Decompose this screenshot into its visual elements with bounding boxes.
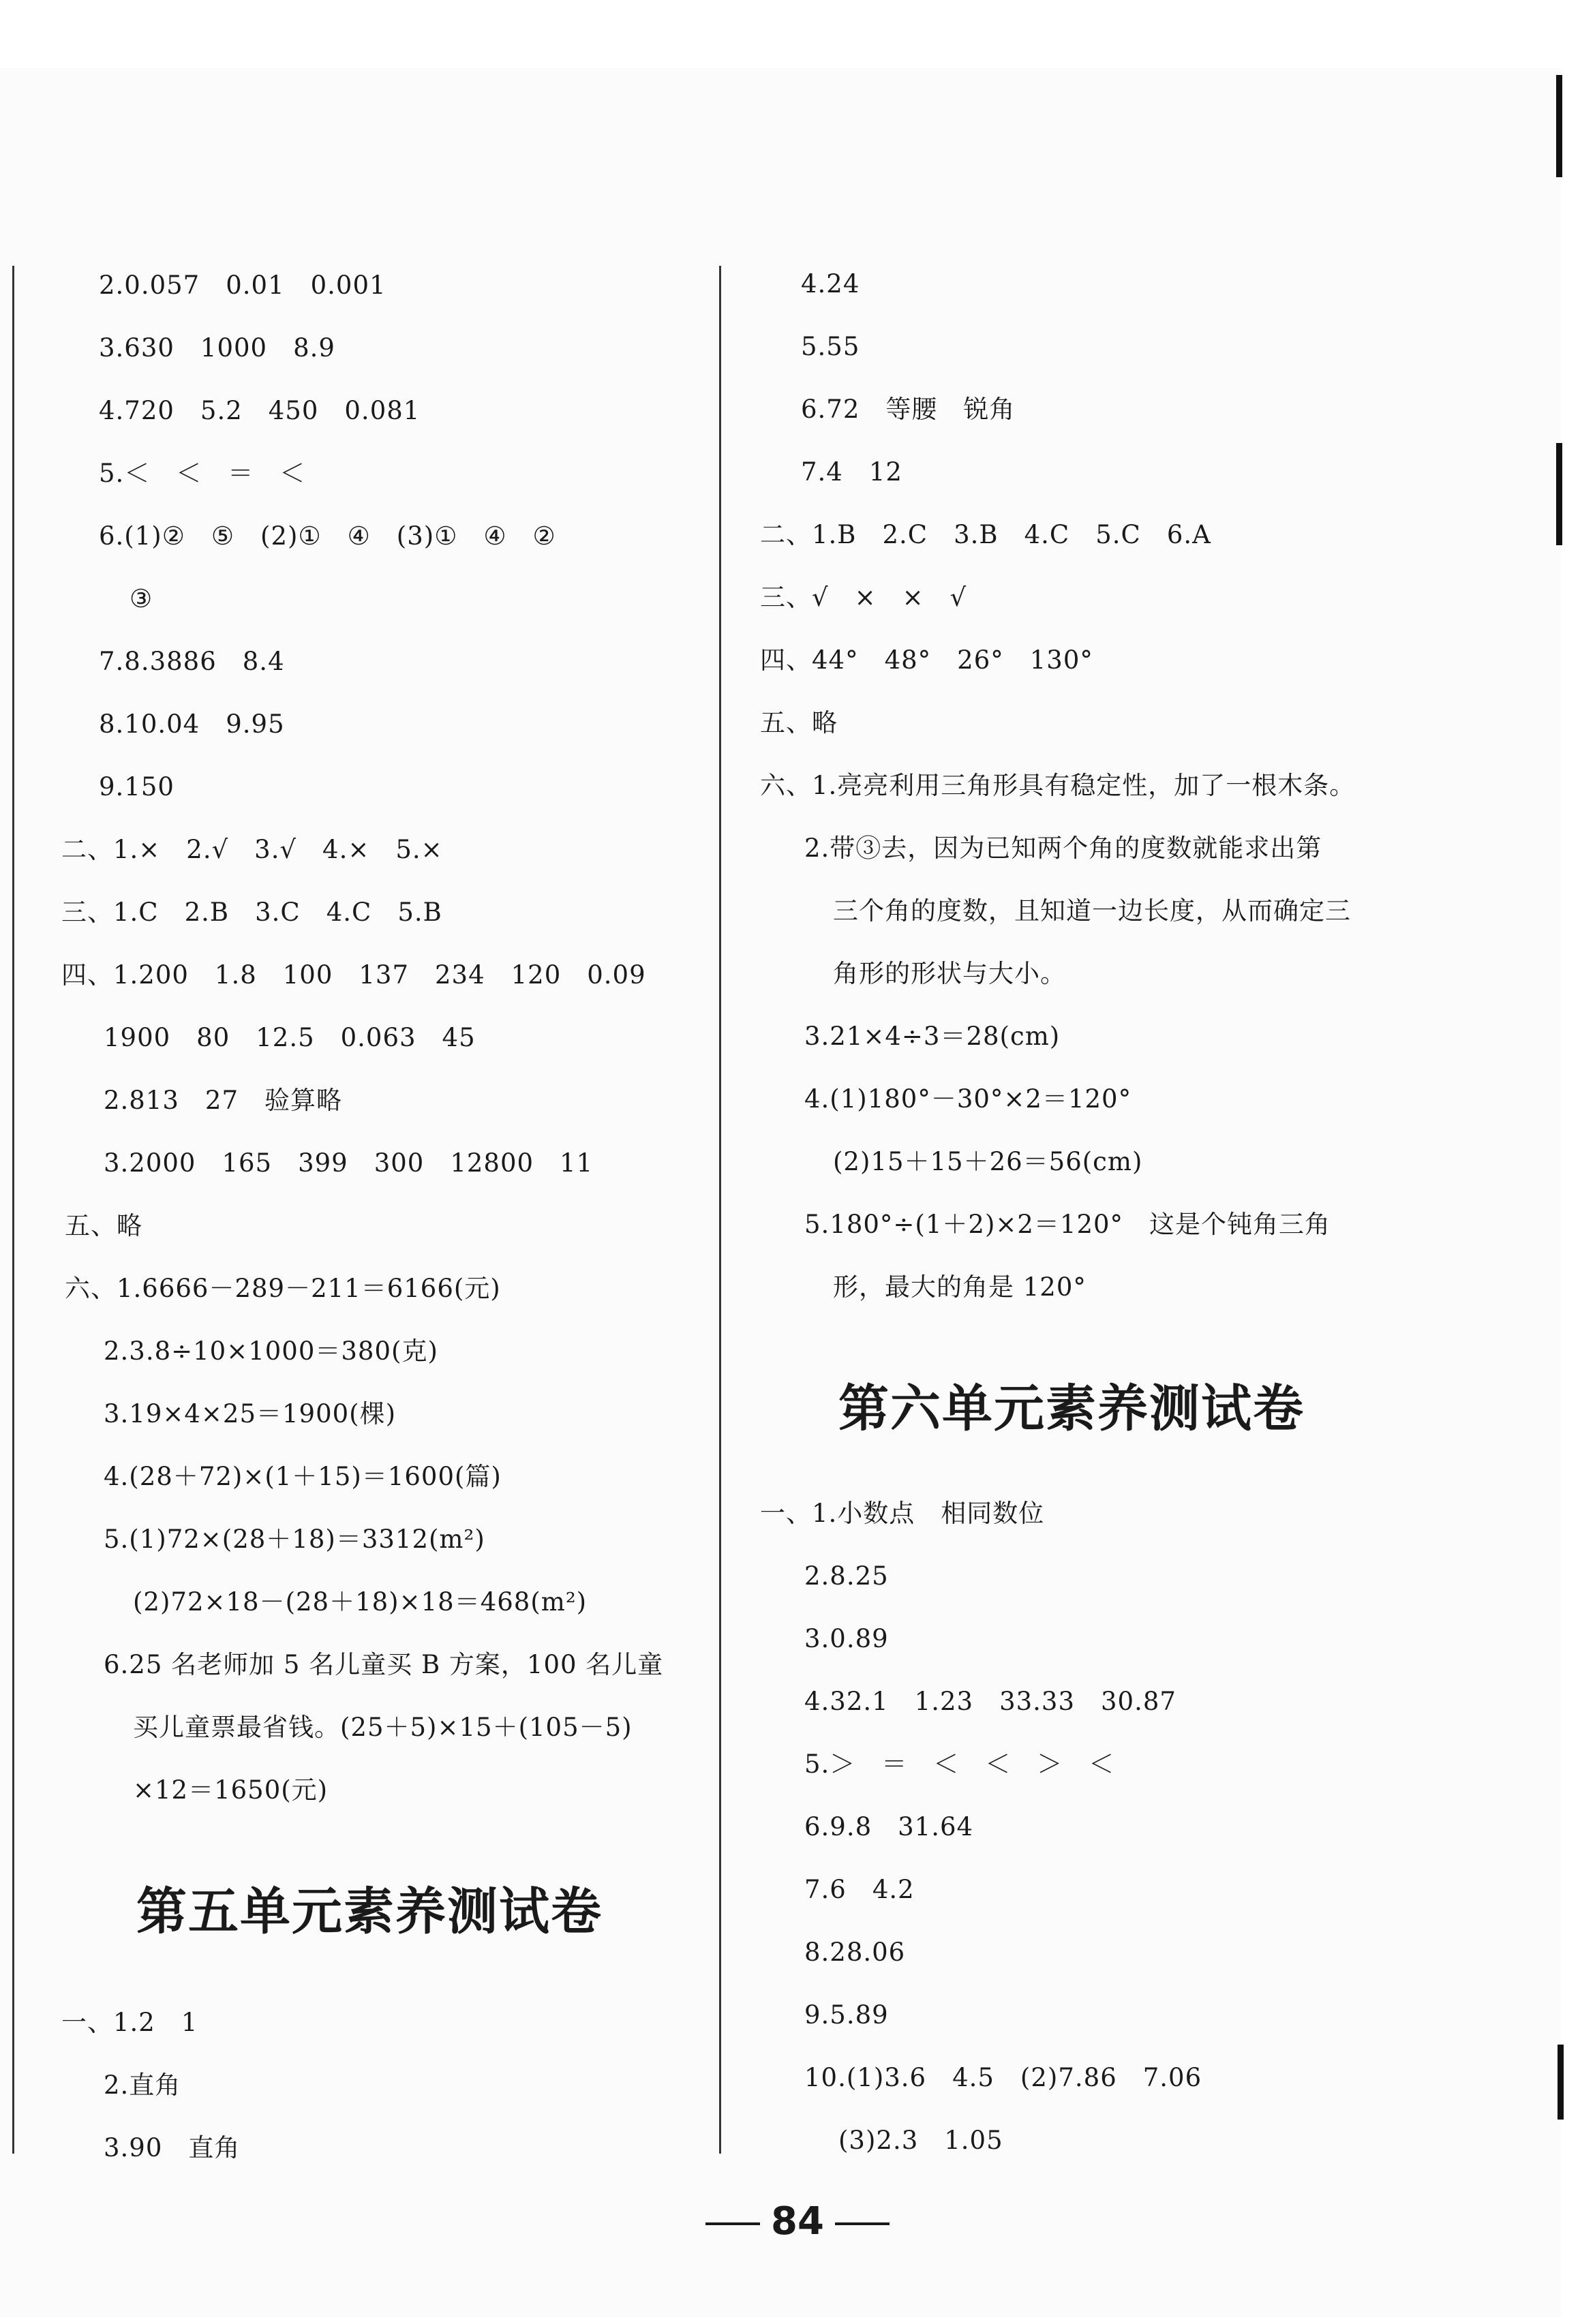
section-line: 五、略 <box>760 708 838 737</box>
answer-line: 2.3.8÷10×1000＝380(克) <box>104 1336 438 1366</box>
answer-line: 5.＞ ＝ ＜ ＜ ＞ ＜ <box>804 1749 1115 1779</box>
answer-line: ③ <box>130 584 153 613</box>
column-divider <box>719 266 721 2154</box>
answer-line: 6.9.8 31.64 <box>804 1812 974 1841</box>
answer-line: 1900 80 12.5 0.063 45 <box>104 1023 476 1052</box>
answer-line: 3.0.89 <box>804 1624 889 1653</box>
answer-line: 3.90 直角 <box>104 2133 241 2162</box>
answer-line: 7.6 4.2 <box>804 1875 915 1904</box>
answer-line: 6.25 名老师加 5 名儿童买 B 方案，100 名儿童 <box>104 1650 664 1679</box>
answer-line: (2)15＋15＋26＝56(cm) <box>833 1147 1143 1176</box>
answer-line: 4.720 5.2 450 0.081 <box>99 396 421 425</box>
unit-six-heading: 第六单元素养测试卷 <box>838 1379 1305 1438</box>
answer-line: 2.带③去，因为已知两个角的度数就能求出第 <box>804 834 1322 863</box>
page-number-value: 84 <box>771 2199 824 2244</box>
scan-edge-mark <box>1556 75 1562 177</box>
left-margin-rule <box>12 266 14 2154</box>
answer-line: 角形的形状与大小。 <box>833 959 1066 988</box>
answer-line: 5.＜ ＜ ＝ ＜ <box>99 459 306 488</box>
answer-line: 4.32.1 1.23 33.33 30.87 <box>804 1687 1176 1716</box>
answer-line: 5.(1)72×(28＋18)＝3312(m²) <box>104 1525 485 1554</box>
answer-line: 10.(1)3.6 4.5 (2)7.86 7.06 <box>804 2063 1202 2092</box>
answer-line: 2.直角 <box>104 2070 181 2100</box>
answer-line: 买儿童票最省钱。(25＋5)×15＋(105－5) <box>133 1713 633 1742</box>
answer-line: 5.180°÷(1＋2)×2＝120° 这是个钝角三角 <box>804 1210 1331 1239</box>
page-number-dash <box>705 2222 760 2225</box>
answer-line: 2.8.25 <box>804 1561 889 1591</box>
answer-line: 形，最大的角是 120° <box>833 1272 1087 1302</box>
section-line: 二、1.× 2.√ 3.√ 4.× 5.× <box>61 835 443 864</box>
section-line: 六、1.亮亮利用三角形具有稳定性，加了一根木条。 <box>760 771 1356 800</box>
answer-line: 8.10.04 9.95 <box>99 709 285 739</box>
section-line: 二、1.B 2.C 3.B 4.C 5.C 6.A <box>760 520 1211 549</box>
answer-line: 3.19×4×25＝1900(棵) <box>104 1399 397 1428</box>
answer-line: 9.150 <box>99 772 174 801</box>
page-number <box>0 2198 1595 2246</box>
answer-line: (3)2.3 1.05 <box>838 2126 1003 2155</box>
answer-line: 8.28.06 <box>804 1938 906 1967</box>
section-line: 六、1.6666－289－211＝6166(元) <box>65 1274 501 1303</box>
answer-line: 3.2000 165 399 300 12800 11 <box>104 1148 594 1178</box>
answer-line: 7.8.3886 8.4 <box>99 647 285 676</box>
section-line: 五、略 <box>65 1211 142 1240</box>
answer-line: 4.(1)180°－30°×2＝120° <box>804 1084 1132 1114</box>
answer-line: 3.21×4÷3＝28(cm) <box>804 1022 1061 1051</box>
scan-edge-mark <box>1558 2045 1564 2120</box>
answer-line: 2.0.057 0.01 0.001 <box>99 271 386 300</box>
answer-line: ×12＝1650(元) <box>133 1775 329 1805</box>
unit-five-heading: 第五单元素养测试卷 <box>136 1882 603 1941</box>
answer-line: 9.5.89 <box>804 2000 889 2030</box>
section-line: 三、√ × × √ <box>760 583 967 612</box>
answer-line: 4.(28＋72)×(1＋15)＝1600(篇) <box>104 1462 502 1491</box>
answer-line: 2.813 27 验算略 <box>104 1086 343 1115</box>
answer-line: 6.72 等腰 锐角 <box>801 395 1016 424</box>
answer-line: 7.4 12 <box>801 457 902 487</box>
answer-line: 6.(1)② ⑤ (2)① ④ (3)① ④ ② <box>99 521 556 551</box>
answer-line: 4.24 <box>801 269 860 299</box>
answer-line: 5.55 <box>801 332 860 361</box>
answer-line: 三个角的度数，且知道一边长度，从而确定三 <box>833 896 1351 926</box>
section-line: 四、1.200 1.8 100 137 234 120 0.09 <box>61 960 646 990</box>
section-line: 一、1.小数点 相同数位 <box>760 1499 1045 1528</box>
section-line: 三、1.C 2.B 3.C 4.C 5.B <box>61 898 442 927</box>
answer-line: (2)72×18－(28＋18)×18＝468(m²) <box>133 1587 588 1617</box>
section-line: 一、1.2 1 <box>61 2008 198 2037</box>
page-number-dash <box>835 2222 890 2225</box>
scan-edge-mark <box>1556 443 1562 545</box>
answer-line: 3.630 1000 8.9 <box>99 333 335 363</box>
section-line: 四、44° 48° 26° 130° <box>760 645 1093 675</box>
